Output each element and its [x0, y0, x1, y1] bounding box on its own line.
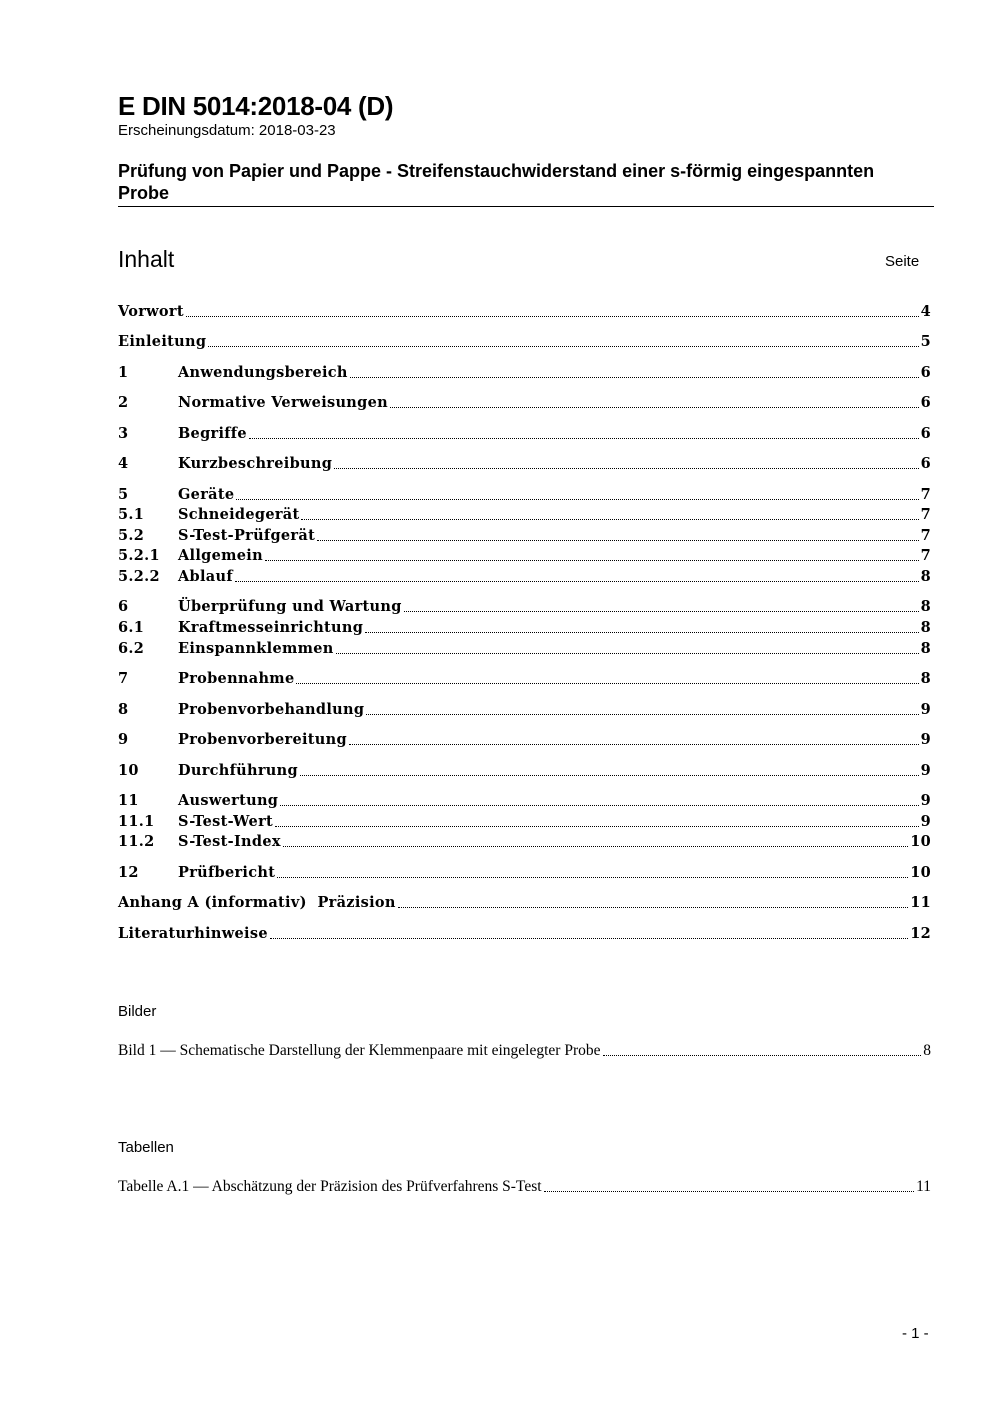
toc-leader — [208, 345, 918, 347]
toc-leader — [235, 580, 919, 582]
toc-entry[interactable] — [118, 761, 931, 781]
toc-entry-number: 11.1 — [118, 813, 155, 830]
toc-entry[interactable] — [118, 597, 931, 617]
toc-entry-label: Überprüfung und Wartung — [178, 598, 402, 615]
toc-entry[interactable] — [118, 526, 931, 546]
toc-entry-page: 8 — [920, 619, 931, 636]
toc-entry-label: Prüfbericht — [178, 864, 276, 881]
toc-entry-page: 8 — [920, 670, 931, 687]
toc-entry[interactable] — [118, 924, 931, 944]
toc-leader — [300, 774, 919, 776]
toc-entry-label: Anwendungsbereich — [178, 364, 348, 381]
toc-entry[interactable] — [118, 302, 931, 322]
toc-entry-page: 8 — [920, 640, 931, 657]
page-number: - 1 - — [902, 1325, 929, 1342]
toc-entry-label: Geräte — [178, 486, 235, 503]
table-leader — [544, 1190, 915, 1192]
figures-heading: Bilder — [118, 1003, 157, 1020]
toc-entry-page: 9 — [920, 792, 931, 809]
toc-leader — [390, 406, 919, 408]
toc-entry-number: 12 — [118, 864, 139, 881]
toc-entry[interactable] — [118, 618, 931, 638]
toc-entry-page: 6 — [920, 425, 931, 442]
toc-entry[interactable] — [118, 832, 931, 852]
toc-entry-page: 8 — [920, 598, 931, 615]
toc-entry-label: Einleitung — [118, 333, 207, 350]
toc-page-heading: Seite — [885, 253, 920, 270]
toc-entry[interactable] — [118, 700, 931, 720]
table-entry-page: 11 — [916, 1178, 931, 1195]
toc-leader — [265, 559, 919, 561]
toc-entry-number: 5.2.2 — [118, 568, 160, 585]
tables-heading: Tabellen — [118, 1139, 174, 1156]
toc-entry-page: 7 — [920, 506, 931, 523]
toc-entry[interactable] — [118, 505, 931, 525]
toc-entry-number: 1 — [118, 364, 129, 381]
toc-leader — [334, 467, 918, 469]
figure-leader — [603, 1054, 922, 1056]
toc-entry-number: 2 — [118, 394, 129, 411]
toc-entry-label: Allgemein — [178, 547, 263, 564]
toc-entry-page: 9 — [920, 731, 931, 748]
toc-entry-page: 7 — [920, 547, 931, 564]
toc-leader — [301, 518, 918, 520]
toc-entry-number: 6.2 — [118, 640, 145, 657]
table-entry[interactable] — [118, 1177, 931, 1197]
toc-entry-number: 11 — [118, 792, 139, 809]
toc-entry[interactable] — [118, 669, 931, 689]
toc-entry-page: 5 — [920, 333, 931, 350]
toc-leader — [296, 682, 918, 684]
toc-entry-number: 10 — [118, 762, 139, 779]
toc-entry-page: 6 — [920, 455, 931, 472]
toc-entry[interactable] — [118, 639, 931, 659]
toc-entry-page: 8 — [920, 568, 931, 585]
toc-entry-number: 5.2 — [118, 527, 145, 544]
toc-entry-number: 6.1 — [118, 619, 145, 636]
toc-entry-number: 11.2 — [118, 833, 155, 850]
toc-entry-label: Kraftmesseinrichtung — [178, 619, 364, 636]
toc-entry-number: 7 — [118, 670, 129, 687]
toc-entry-label: S-Test-Prüfgerät — [178, 527, 316, 544]
toc-leader — [186, 315, 919, 317]
document-subtitle: Prüfung von Papier und Pappe - Streifenstauchwiderstand einer s-förmig eingespannten Probe — [118, 161, 875, 203]
toc-entry[interactable] — [118, 791, 931, 811]
toc-entry-page: 6 — [920, 364, 931, 381]
toc-entry-number: 4 — [118, 455, 129, 472]
toc-leader — [277, 876, 908, 878]
toc-entry-number: 5 — [118, 486, 129, 503]
toc-entry[interactable] — [118, 863, 931, 883]
toc-entry-number: 6 — [118, 598, 129, 615]
toc-entry-page: 9 — [920, 762, 931, 779]
header-divider — [118, 206, 934, 207]
toc-leader — [404, 610, 919, 612]
figure-entry[interactable] — [118, 1041, 931, 1061]
toc-entry-number: 3 — [118, 425, 129, 442]
figure-entry-page: 8 — [923, 1042, 931, 1059]
toc-leader — [283, 845, 908, 847]
toc-leader — [365, 631, 918, 633]
toc-entry-label: Vorwort — [118, 303, 184, 320]
toc-entry-label: Probennahme — [178, 670, 295, 687]
toc-leader — [249, 437, 919, 439]
toc-entry[interactable] — [118, 567, 931, 587]
toc-entry[interactable] — [118, 730, 931, 750]
toc-entry-number: 8 — [118, 701, 129, 718]
toc-entry-label: Schneidegerät — [178, 506, 300, 523]
toc-entry-number: 5.2.1 — [118, 547, 160, 564]
toc-entry[interactable] — [118, 424, 931, 444]
toc-entry[interactable] — [118, 393, 931, 413]
toc-leader — [280, 804, 918, 806]
toc-entry-page: 7 — [920, 527, 931, 544]
toc-leader — [270, 937, 908, 939]
toc-entry[interactable] — [118, 363, 931, 383]
toc-entry-page: 4 — [920, 303, 931, 320]
toc-entry-label: Begriffe — [178, 425, 247, 442]
toc-entry-label: Probenvorbereitung — [178, 731, 347, 748]
toc-entry-label: Auswertung — [178, 792, 279, 809]
toc-entry-label: S-Test-Index — [178, 833, 281, 850]
toc-entry-number: 5.1 — [118, 506, 145, 523]
toc-entry-page: 11 — [910, 894, 931, 911]
toc-leader — [317, 539, 919, 541]
toc-entry-label: Kurzbeschreibung — [178, 455, 333, 472]
toc-entry-label: Anhang A (informativ) Präzision — [118, 894, 396, 911]
toc-entry-page: 9 — [920, 701, 931, 718]
toc-entry-label: Probenvorbehandlung — [178, 701, 365, 718]
toc-entry[interactable] — [118, 332, 931, 352]
figure-entry-label: Bild 1 — Schematische Darstellung der Klemmenpaare mit eingelegter Probe — [118, 1042, 601, 1059]
toc-entry-page: 10 — [910, 833, 931, 850]
toc-entry-label: Ablauf — [178, 568, 233, 585]
toc-entry-label: Durchführung — [178, 762, 298, 779]
toc-entry-page: 10 — [910, 864, 931, 881]
toc-leader — [336, 652, 919, 654]
toc-entry[interactable] — [118, 485, 931, 505]
document-title: E DIN 5014:2018-04 (D) — [118, 91, 394, 121]
toc-entry-number: 9 — [118, 731, 129, 748]
toc-leader — [398, 906, 909, 908]
toc-entry-page: 12 — [910, 925, 931, 942]
toc-entry-label: S-Test-Wert — [178, 813, 274, 830]
table-entry-label: Tabelle A.1 — Abschätzung der Präzision des Prüfverfahrens S-Test — [118, 1178, 542, 1195]
toc-heading: Inhalt — [118, 246, 175, 272]
publication-date: Erscheinungsdatum: 2018-03-23 — [118, 122, 336, 139]
toc-entry-label: Normative Verweisungen — [178, 394, 388, 411]
toc-entry-label: Einspannklemmen — [178, 640, 334, 657]
toc-entry-page: 6 — [920, 394, 931, 411]
toc-entry[interactable] — [118, 454, 931, 474]
toc-leader — [236, 498, 918, 500]
toc-entry[interactable] — [118, 812, 931, 832]
toc-entry[interactable] — [118, 893, 931, 913]
toc-entry[interactable] — [118, 546, 931, 566]
toc-leader — [366, 713, 918, 715]
toc-entry-page: 7 — [920, 486, 931, 503]
toc-entry-page: 9 — [920, 813, 931, 830]
toc-leader — [275, 825, 919, 827]
toc-entry-label: Literaturhinweise — [118, 925, 268, 942]
toc-leader — [349, 743, 919, 745]
toc-leader — [350, 376, 919, 378]
